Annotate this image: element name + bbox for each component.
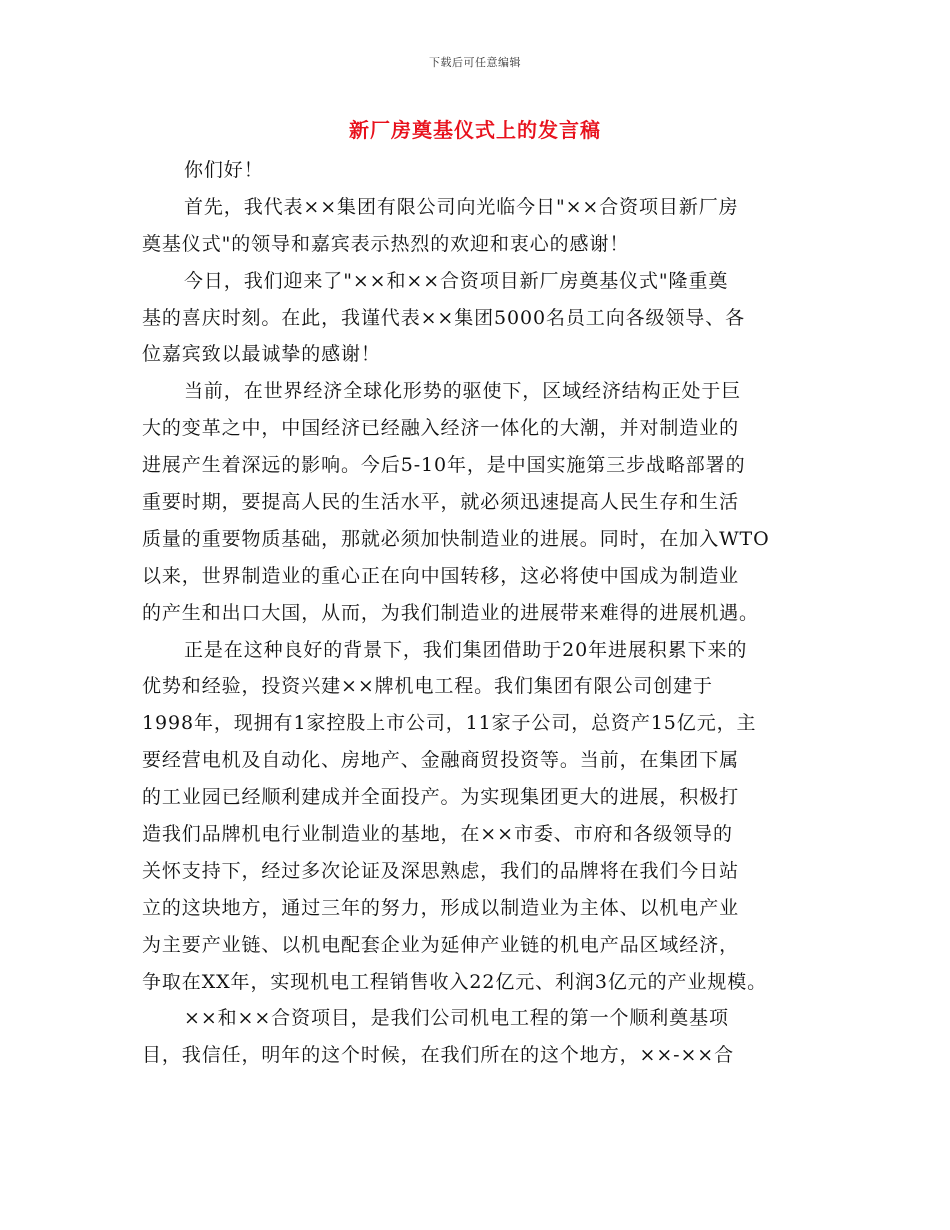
text-line: 今日，我们迎来了"××和××合资项目新厂房奠基仪式"隆重奠	[184, 269, 729, 292]
text-line: 立的这块地方，通过三年的努力，形成以制造业为主体、以机电产业	[142, 896, 740, 919]
document-body	[142, 152, 814, 1074]
text-line: 1998年，现拥有1家控股上市公司，11家子公司，总资产15亿元，主	[142, 712, 757, 735]
text-line: 当前，在世界经济全球化形势的驱使下，区域经济结构正处于巨	[184, 380, 742, 403]
text-line: 正是在这种良好的背景下，我们集团借助于20年进展积累下来的	[184, 638, 748, 661]
text-line: 首先，我代表××集团有限公司向光临今日"××合资项目新厂房	[184, 195, 739, 218]
text-line: 大的变革之中，中国经济已经融入经济一体化的大潮，并对制造业的	[142, 417, 740, 440]
text-line: ××和××合资项目，是我们公司机电工程的第一个顺利奠基项	[184, 1007, 729, 1030]
text-line: 进展产生着深远的影响。今后5-10年，是中国实施第三步战略部署的	[142, 454, 746, 477]
text-line: 造我们品牌机电行业制造业的基地，在××市委、市府和各级领导的	[142, 823, 733, 846]
text-line: 以来，世界制造业的重心正在向中国转移，这必将使中国成为制造业	[142, 564, 740, 587]
text-line: 关怀支持下，经过多次论证及深思熟虑，我们的品牌将在我们今日站	[142, 859, 740, 882]
text-line: 要经营电机及自动化、房地产、金融商贸投资等。当前，在集团下属	[142, 749, 740, 772]
text-line: 争取在XX年，实现机电工程销售收入22亿元、利润3亿元的产业规模。	[142, 970, 768, 993]
text-line: 目，我信任，明年的这个时候，在我们所在的这个地方，××-××合	[142, 1044, 735, 1067]
page-header-note: 下载后可任意编辑	[429, 56, 521, 69]
text-line: 的工业园已经顺利建成并全面投产。为实现集团更大的进展，积极打	[142, 786, 740, 809]
text-line: 重要时期，要提高人民的生活水平，就必须迅速提高人民生存和生活	[142, 491, 740, 514]
text-line: 质量的重要物质基础，那就必须加快制造业的进展。同时，在加入WTO	[142, 527, 770, 550]
text-line: 基的喜庆时刻。在此，我谨代表××集团5000名员工向各级领导、各	[142, 306, 745, 329]
text-line: 奠基仪式"的领导和嘉宾表示热烈的欢迎和衷心的感谢！	[142, 232, 630, 255]
text-line: 优势和经验，投资兴建××牌机电工程。我们集团有限公司创建于	[142, 675, 713, 698]
text-line: 的产生和出口大国，从而，为我们制造业的进展带来难得的进展机遇。	[142, 601, 759, 624]
document-title: 新厂房奠基仪式上的发言稿	[349, 118, 601, 142]
text-line: 你们好！	[184, 159, 264, 181]
text-line: 为主要产业链、以机电配套企业为延伸产业链的机电产品区域经济，	[142, 933, 740, 956]
text-line: 位嘉宾致以最诚挚的感谢！	[142, 343, 381, 366]
